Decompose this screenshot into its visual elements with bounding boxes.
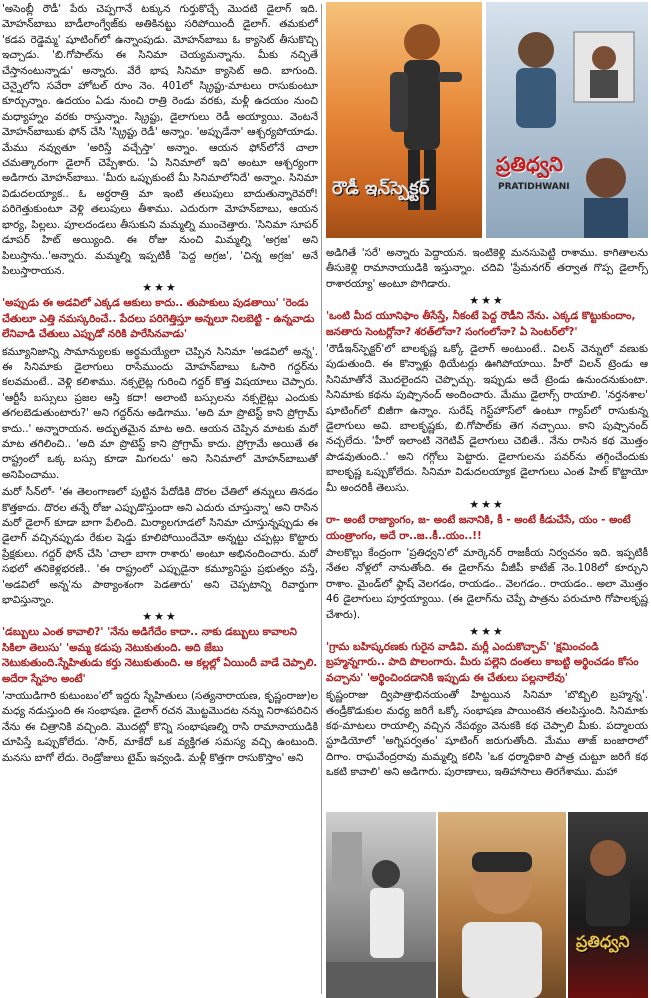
dialogue-quote: 'గ్రామ బహిష్కరణకు గురైన వాడివి. మర్లీ ఎందుకొచ్చావ్' 'క్షమించండి బ్రహ్మన్నగారు.. పాది పొలంగారు. మీరు పల్లెని దంతలు కాబట్టి అర్థించడం కోసం వచ్చాను' 'అర్థించిందడానికి ఇప్పుడు ఈ చేతులు పల్లనాలేవు' xyxy=(326,640,639,684)
bottom-photos xyxy=(326,812,648,998)
section-separator: ★★★ xyxy=(142,281,178,295)
section-separator: ★★★ xyxy=(469,498,505,512)
article-paragraph: 'రౌడీఇన్‌స్పెక్టర్'లో బాలకృష్ణ ఒక్కో డైలాగ్ అంటుంటే.. విలన్ వెన్నులో వణుకు పుడుతుంది. ఈ కొన్నాళ్లు థియేటర్లు ఊగిపోయాయి. హీరో విలన్‌ ట్రెండు ఆ సినిమాతోనే మొదలైందని చెప్పొచ్చు. ఇప్పుడు అదే ట్రెండు ఉనుందనుకుంటా. సినిమాకు కథను పుష్పానంద్ అందించారు. మేము డైలాగ్స్ రాయాలి. 'నర్తనశాల' షూటింగ్‌లో బిజీగా ఉన్నాం. సురేష్ గెస్ట్‌హౌస్‌లో ఉంటూ గ్యాప్‌లో రాసుకున్న డైలాగులు అవి. బాలకృష్ణకు, బి.గోపాల్‌కు తెగ నచ్చాయి. కాని పుష్పానంద్ నచ్చలేదు. 'హీరో ఇలాంటి నెగెటివ్ డైలాగులు చెబితే.. నేను రాసిన కథ మొత్తం పాడవుతుంది..' అని గగ్గోలు పెట్టారు. డైలాగులను పవర్‌ను తగ్గించేందుకు బాలకృష్ణ ఒప్పుకోలేదు. సినిమా విడుదలయ్యాక డైలాగులు ఎంత హిట్ కొట్టాయో మీ అందరికీ తెలుసు. xyxy=(326,343,648,494)
dialogue-quote: 'డబ్బులు ఎంత కావాలి?' 'నేను అడిగేదేం కాదా.. నాకు డబ్బులు కావాలని సికిలా తెలుసు' 'అమ్మ కడుపు నెటుకుతుంది. అది జేబు నెటుకుతుంది.స్నేహితుడు కర్తు నెటుకుతుంది. ఆ కల్లల్లో ఏయిందీ వాడే చెప్పాలి. అదేరా స్నేహం అంటే' xyxy=(2,626,318,685)
movie-posters xyxy=(326,2,648,242)
article-paragraph: 'అసెంబ్లీ రౌడీ' పేరు చెప్పగానే టక్కున గుర్తుకొచ్చే మొదటి డైలాగ్ ఇది. మోహన్‌బాబు బాడీలాంగ్వేజ్‌కు అతికినట్టు సరిపోయిందీ డైలాగ్. తమకులో 'కడప రెడ్డెమ్మ' షూటింగ్‌లో ఉన్నాంపుడు. మోహన్‌బాబు ఓ క్యాసెట్ తీసుకొచ్చి ఇచ్చాడు. 'బి.గోపాల్‌ను ఈ సినిమా చెయ్యమన్నాను. మీకు నచ్చితే చేస్తానంటున్నాడు' అన్నారు. వేరే భాష సినిమా క్యాసెట్ అది. బాగుంది. చెన్నైలోని సవేరా హోటల్ రూం నెం. 401లో స్క్రిప్టు-మాటలు రాసుకుంటూ కూర్చున్నాం. ఉదయం ఏడు నుంచి రాత్రి రెండు వరకు, మళ్లీ ఉదయం నుంచి మధ్యాహ్నం వరకు రాస్తున్నాం. స్క్రిప్టు, డైలాగులు రెడీ అయ్యాయి. వెంటనే మోహన్‌బాబుకు ఫోన్ చేసి 'స్క్రిప్టు రెడీ' అన్నాం. 'అప్పుడేనా' ఆశ్చర్యపోయాడు. మేము నవ్వుతూ 'అరిస్తే వచ్చేస్తా' అన్నాం. ఆయన ఫోన్‌లోనే చాలా చమత్కారంగా డైలాగ్ చెప్పేశారు. 'ఏ సినిమాలో ఇది' అంటూ ఆశ్చర్యంగా అడిగారు మోహన్‌బాబు. 'మీరు ఒప్పుకుంటే మీ సినిమాలోనిదే' అన్నాం. సినిమా విడుదలయ్యాక.. ఓ అర్ధరాత్రి మా ఇంటి తలుపులు బాదుతున్నారెవరో! పరిగెత్తుకుంటూ వెళ్లి తలుపులు తీశాము. ఎదురుగా మోహన్‌బాబు, ఆయన భార్య, పిల్లలు. పూలదండలు తీసుకుని మమ్మల్ని ముంచెత్తారు. 'సినిమా సూపర్ డూపర్ హిట్ అయ్యింది. ఈ రోజు నుంచి మిమ్మల్ని 'అగ్రజ' అని పిలుస్తాను..'అన్నారు. మమ్మల్ని ఇప్పటికీ 'పెద్ద అగ్రజ', 'చిన్న అగ్రజ' అనే పిలుస్తారాయన. xyxy=(2,3,318,277)
section-separator: ★★★ xyxy=(469,624,505,638)
section-separator: ★★★ xyxy=(142,610,178,624)
black-white-still-photo xyxy=(326,812,436,998)
movie-poster-photo xyxy=(568,812,648,998)
photo-artwork xyxy=(438,812,566,998)
poster-title: రౌడీ ఇన్‌స్పెక్టర్ xyxy=(332,178,430,199)
article-paragraph: పాలకొల్లు కేంద్రంగా 'ప్రతిధ్వని'లో మార్కెనర్ రాజకీయ నిర్వచనం ఇది. ఇప్పటికీ నేతల నోళ్లలో నానుతోంది. ఈ డైలాగ్‌ను వీజీపీ కాటేజ్ నెం.108లో కూర్చుని రాశాం. మైండ్‌లో ఫ్లాష్ వెలగడం, రాయడం.. వెలగడం.. రాయడం.. అలా మొత్తం 46 డైలాగులు పూర్తయ్యాయి. (ఈ డైలాగ్‌ను చెప్పే పాత్రను పరుచూరి గోపాలకృష్ణ చేశారు). xyxy=(326,546,648,621)
rowdy-inspector-poster xyxy=(326,2,482,238)
poster-title: ప్రతిధ్వని xyxy=(576,932,630,951)
photo-artwork xyxy=(326,812,436,998)
left-column xyxy=(2,2,318,996)
actor-portrait-photo xyxy=(438,812,566,998)
dialogue-quote: 'అప్పుడు ఈ అడవిలో ఎక్కడ ఆకులు కాదు.. తుపాకులు పుడతాయి' 'రెండు చేతులూ ఎత్తి నమస్కరించే.. పేదలు పరిగెత్తిస్తూ అన్నలూ నిలబెట్టి - ఉన్నవాడు లేనివాడి చేతులు ఎప్పుడో నరికి పారేసినవాడు' xyxy=(2,297,315,341)
poster-artwork xyxy=(486,2,648,238)
pratidhwani-poster xyxy=(486,2,648,238)
poster-title: ప్రతిధ్వని xyxy=(496,152,564,176)
article-paragraph: మరో సీన్‌లో- 'ఈ తెలంగాణలో పుట్టిన పేదోడికి దొరల చేతిలో తన్నులు తినడం కొత్తకాదు. దొరల తన్నే రోజు ఎప్పుడొస్తుందా అని ఎదురు చూస్తున్నా' అని రాసిన మరో డైలాగ్ కూడా బాగా పేలింది. మిర్యాలగూడలో సినిమా చూస్తున్నప్పుడు ఈ డైలాగ్ వచ్చినప్పుడు రేకుల షెడ్డు కూలిపోయిందేమో అన్నట్టు చప్పట్లు కొట్టారు ప్రేక్షకులు. గద్దర్ ఫోన్ చేసి 'చాలా బాగా రాశారు' అంటూ అభినందించారు. మరో సభలో తనికెళ్లభరణి.. 'ఈ రాష్ట్రంలో ఎప్పుడైనా కమ్యూనిస్టు ప్రభుత్వం వస్తే, 'అడవిలో అన్న'ను పాఠ్యాంశంగా పెడతారు' అని చెప్పటాన్ని రివార్డుగా భావిస్తున్నాం. xyxy=(2,486,318,607)
article-paragraph: అడిగితే 'సరే' అన్నారు పెద్దాయన. ఇంటికెళ్లి మనసుపెట్టి రాశాము. కాగితాలను తీసుకెళ్లి రామానాయుడికి ఇస్తున్నాం. చదివి 'ప్రేమనగర్ తర్వాత గొప్ప డైలాగ్స్ రాశారయ్యా' అంటూ పొగిడారు. xyxy=(326,247,648,290)
dialogue-quote: 'ఒంటి మీద యూనిఫాం తీసేస్తే, నీకంటే పెద్ద రౌడీని నేను. ఎక్కడ కొట్టుకుందాం, జనతారు సెంటర్లోనా? శరత్‌లోనా? సంగంలోనా? ఏ సెంటర్‌లో?' xyxy=(326,310,636,338)
column-divider xyxy=(321,4,322,994)
section-separator: ★★★ xyxy=(469,294,505,308)
photo-artwork xyxy=(568,812,648,998)
dialogue-quote: రా- అంటే రాజ్యాంగం, జ- అంటే జనానికి, కీ - అంటే కీడుచేసే, యం - అంటే యంత్రాంగం, అదే రా..జ..కీ..యం..!! xyxy=(326,514,631,542)
article-paragraph: కమ్యూనిజాన్ని సామాన్యులకు అర్థమయ్యేలా చెప్పిన సినిమా 'అడవిలో అన్న'. ఈ సినిమాకు డైలాగులు రాసేముందు మోహన్‌బాబు ఓసారి గద్దర్‌ను కలవమంటే.. వెళ్లి కలిశాము. నక్సలైట్ల గురించి గద్దర్ కొత్త విషయాలు చెప్పారు. 'ఆర్టీసీ బస్సులు ప్రజల ఆస్తి కదా! అలాంటి బస్సులను నక్సలైట్లు ఎందుకు తగలబెడుతుంటారు?' అని గద్దర్‌ను అడిగాము. 'అది మా ప్రొటెస్ట్ కాని ప్రోగ్రామ్ కాదు..' అన్నారాయన. అద్భుతమైన మాట అది. ఆయన చెప్పిన మాటకు మరో మాట తగిలించి.. 'అది మా ప్రొటెస్ట్ కాని ప్రోగ్రామ్ కాదు. ప్రోగ్రామే అయితే ఈ రాష్ట్రంలో ఒక్క బస్సు కూడా మిగలదు' అని సినిమాలో మోహన్‌బాబుతో అనిపించాము. xyxy=(2,345,318,481)
article-paragraph: కృష్ణంరాజు ద్విపాత్రాభినయంతో హిట్టయిన సినిమా 'బొబ్బిలి బ్రహ్మన్న'. తండ్రీకొడుకుల మధ్య జరిగే ఒక్కో సంభాషణ పాయింటెన తలపిస్తుంది. సినిమాకు కథ-మాటలు రాయాల్సి వచ్చిన నేపథ్యం వెనుకకి కథ చెప్పాలి మీకు. పద్మాలయ స్టూడియోలో 'అగ్నిపర్వతం' షూటింగ్ జరుగుతోంది. మేము తాజ్ బంజారాలో దిగాం. రాఘవేంద్రరావు మమ్మల్ని కలిసి 'ఒక ధర్మాధికారి పాత్ర చుట్టూ జరిగే కథ ఒకటి కావాలి' అని అడిగారు. పురాణాలు, ఇతిహాసాలు తిరగేశాము. మహా xyxy=(326,689,648,779)
article-paragraph: 'నాయుడిగారి కుటుంబం'లో ఇద్దరు స్నేహితులు (సత్యనారాయణ, కృష్ణంరాజు)ల మధ్య నడుస్తుంది ఈ సంభాషణ. డైలాగ్ రచన మొట్టమొదట నన్ను నిరాశపరిచిన నేను ఈ చిత్రానికి వచ్చింది. మొదట్లో కొన్ని సంభాషణల్ని రాసి రామానాయుడికి చూపిస్తే ఒప్పుకోలేదు. 'సార్, మాకేదో ఒక వ్యక్తిగత సమస్య వచ్చి ఉంటుంది. మనసు బాగో లేదు. రెండ్రోజులు టైమ్ ఇవ్వండి. మళ్లీ కొత్తగా రాసుకొస్తాం' అని xyxy=(2,690,318,764)
poster-subtitle: PRATIDHWANI xyxy=(498,182,570,192)
